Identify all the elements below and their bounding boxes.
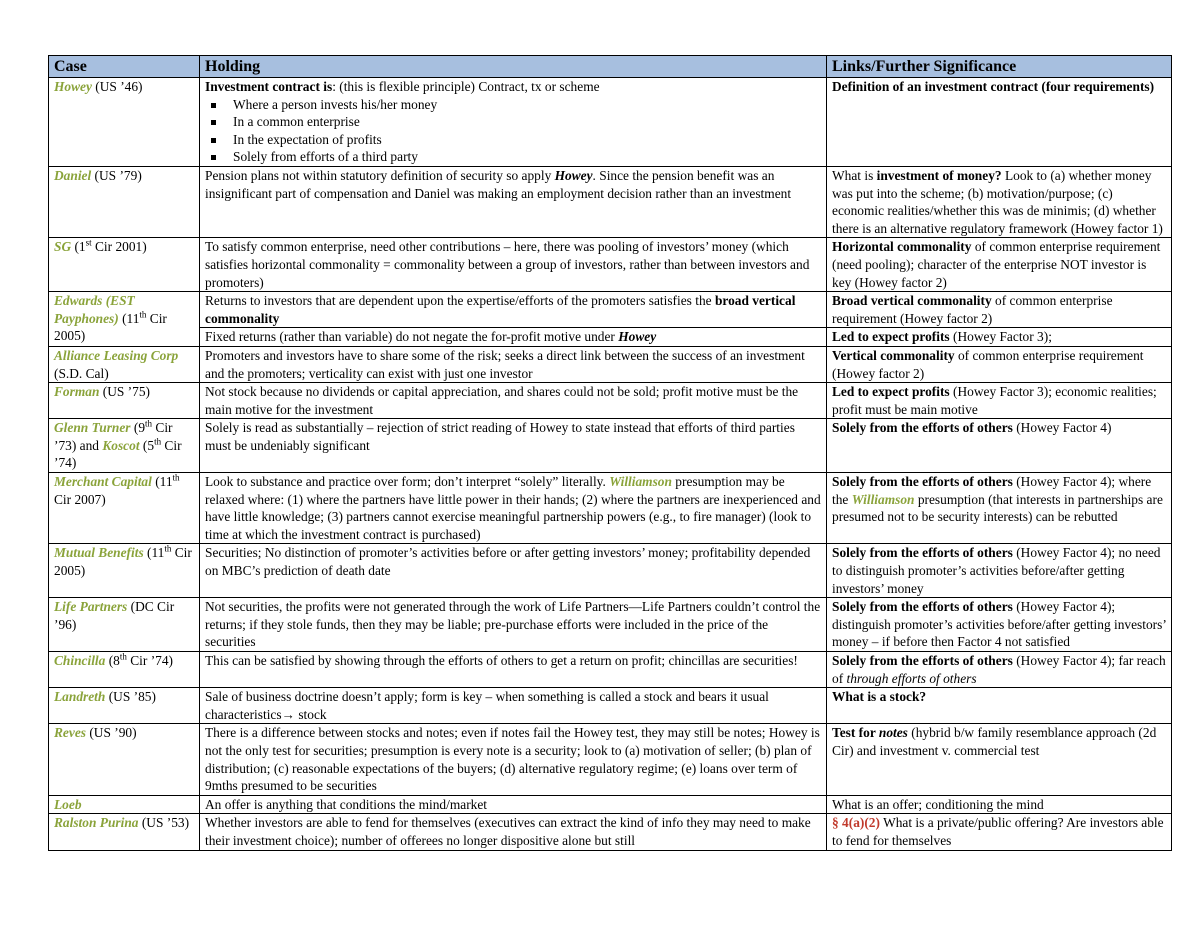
case-court: (US ’85) xyxy=(105,689,156,705)
case-name: Landreth xyxy=(54,689,106,705)
links-cell xyxy=(827,383,1172,419)
links-cell xyxy=(827,292,1172,328)
case-court: (US ’90) xyxy=(85,725,137,741)
links-emphasis: Solely from the efforts of others xyxy=(832,474,1013,490)
links-cell xyxy=(827,652,1172,688)
holding-lead: Investment contract is xyxy=(205,79,333,94)
links-emphasis: Solely from the efforts of others xyxy=(832,599,1013,615)
case-name: Daniel xyxy=(54,167,92,183)
links-emphasis: Horizontal commonality xyxy=(832,239,972,255)
case-cell xyxy=(49,292,200,347)
case-cell xyxy=(49,473,200,544)
links-cell xyxy=(827,78,1172,167)
links-cell xyxy=(827,724,1172,795)
case-name: Edwards (EST Payphones) xyxy=(54,293,135,326)
requirements-list xyxy=(205,96,821,166)
table-row xyxy=(49,419,1172,473)
case-cell xyxy=(49,652,200,688)
table-row xyxy=(49,78,1172,167)
case-cell xyxy=(49,795,200,814)
links-text: Definition of an investment contract (four requirements) xyxy=(832,79,1155,94)
links-text: What is an offer; conditioning the mind xyxy=(832,796,1044,812)
links-cell xyxy=(827,346,1172,382)
case-cell xyxy=(49,238,200,292)
holding-text: presumption may be relaxed where: (1) where the partners have little power in their hands; (2) where the partners are inexperienced and have little knowledge; (3) partners cannot exercise meaningful partnership powers (e.g., to fire manager) (look to time at which the investment contract is purchased) xyxy=(205,474,821,542)
case-court: (US ’75) xyxy=(99,384,150,400)
case-name: Koscot xyxy=(102,437,140,453)
links-emphasis: Solely from the efforts of others xyxy=(832,420,1013,436)
links-emphasis: Broad vertical commonality xyxy=(832,293,992,309)
holding-text: Fixed returns (rather than variable) do not negate the for-profit motive under xyxy=(205,329,619,345)
holding-emphasis: broad vertical commonality xyxy=(205,293,796,326)
holding-cell xyxy=(200,795,827,814)
case-court: (11 xyxy=(143,545,165,561)
holding-cell xyxy=(200,544,827,598)
case-name: Howey xyxy=(54,79,92,94)
links-text: of common enterprise requirement (Howey factor 2) xyxy=(832,293,1113,326)
case-reference: Howey xyxy=(618,329,657,345)
holding-cell xyxy=(200,598,827,652)
holding-cell xyxy=(200,383,827,419)
header-holding: Holding xyxy=(200,56,827,78)
holding-cell xyxy=(200,473,827,544)
table-row xyxy=(49,598,1172,652)
links-text: (Howey Factor 4); distinguish promoter’s activities before/after getting investors’ money – if before then Factor 4 not satisfied xyxy=(832,599,1166,650)
links-text: What is a private/public offering? Are investors able to fend for themselves xyxy=(832,815,1164,848)
case-court: Cir 2001) xyxy=(91,239,147,255)
holding-cell xyxy=(200,814,827,850)
holding-text: Look to substance and practice over form; don’t interpret “solely” literally. xyxy=(205,474,610,490)
links-text: (Howey Factor 4) xyxy=(1012,420,1112,436)
table-row xyxy=(49,238,1172,292)
table-row xyxy=(49,544,1172,598)
holding-cell xyxy=(200,419,827,473)
links-cell xyxy=(827,795,1172,814)
case-court: Cir 2007) xyxy=(54,491,106,507)
links-emphasis: investment of money? xyxy=(876,167,1002,183)
case-cell xyxy=(49,814,200,850)
case-court: (DC Cir ’96) xyxy=(54,599,175,632)
header-case: Case xyxy=(49,56,200,78)
links-cell xyxy=(827,419,1172,473)
holding-text: An offer is anything that conditions the mind/market xyxy=(205,796,488,812)
links-emphasis: Led to expect profits xyxy=(832,384,950,400)
table-row xyxy=(49,652,1172,688)
case-court: (9 xyxy=(130,420,146,436)
holding-cell xyxy=(200,328,827,347)
list-item: Solely from efforts of a third party xyxy=(205,148,821,166)
holding-cell xyxy=(200,166,827,237)
ordinal-suffix: th xyxy=(145,418,153,429)
holding-cell xyxy=(200,78,827,167)
table-row xyxy=(49,346,1172,382)
case-cell xyxy=(49,598,200,652)
case-name: Merchant Capital xyxy=(54,474,152,490)
statute-reference: § 4(a)(2) xyxy=(832,815,880,831)
links-text: (Howey Factor 4); far reach of xyxy=(832,653,1166,686)
holding-text: Whether investors are able to fend for themselves (executives can extract the kind of info they may need to make their investment choice); number of offerees no longer dispositive alone but still xyxy=(205,815,811,848)
table-row xyxy=(49,328,1172,347)
list-item: In the expectation of profits xyxy=(205,131,821,149)
case-court: (8 xyxy=(105,653,120,668)
holding-text: To satisfy common enterprise, need other contributions – here, there was pooling of investors’ money (which satisfies horizontal commonality = commonality between a group of investors, rather than between investors and promoters) xyxy=(205,239,810,290)
links-emphasis: Solely from the efforts of others xyxy=(832,545,1013,561)
ordinal-suffix: th xyxy=(119,651,127,662)
case-name: Ralston Purina xyxy=(54,815,139,831)
case-reference: Williamson xyxy=(609,474,672,490)
holding-text: Pension plans not within statutory definition of security so apply xyxy=(205,167,555,183)
table-row xyxy=(49,166,1172,237)
case-name: SG xyxy=(54,239,72,255)
case-table xyxy=(48,55,1172,851)
links-cell xyxy=(827,544,1172,598)
case-name: Forman xyxy=(54,384,100,400)
table-row xyxy=(49,292,1172,328)
links-cell xyxy=(827,598,1172,652)
links-text: of common enterprise requirement (need pooling); character of the enterprise NOT investor is key (Howey factor 2) xyxy=(832,239,1161,290)
holding-text: . Since the pension benefit was an insignificant part of compensation and Daniel was making an employment decision rather than an investment xyxy=(205,167,792,201)
case-name: Mutual Benefits xyxy=(54,545,144,561)
links-emphasis: Test for xyxy=(832,725,879,741)
links-cell xyxy=(827,473,1172,544)
case-court: (US ’46) xyxy=(91,79,143,94)
table-row xyxy=(49,688,1172,724)
case-cell xyxy=(49,166,200,237)
case-court: Cir ’74) xyxy=(126,653,174,668)
links-cell xyxy=(827,166,1172,237)
links-emphasis-italic: notes xyxy=(878,725,908,741)
case-cell xyxy=(49,419,200,473)
links-text: of common enterprise requirement (Howey factor 2) xyxy=(832,347,1144,381)
case-cell xyxy=(49,544,200,598)
case-name: Loeb xyxy=(54,796,82,812)
links-cell xyxy=(827,238,1172,292)
case-court: Cir ’73) and xyxy=(54,420,173,453)
case-cell xyxy=(49,346,200,382)
table-row xyxy=(49,724,1172,795)
case-court: (US ’79) xyxy=(91,167,142,183)
holding-text: This can be satisfied by showing through the efforts of others to get a return on profit; chincillas are securities! xyxy=(205,653,798,668)
holding-cell xyxy=(200,238,827,292)
links-emphasis: Vertical commonality xyxy=(832,347,955,363)
case-name: Reves xyxy=(54,725,86,741)
holding-text: Not stock because no dividends or capital appreciation, and shares could not be sold; profit motive must be the main motive for the investment xyxy=(205,384,799,417)
holding-cell xyxy=(200,724,827,795)
links-emphasis: Led to expect profits xyxy=(832,329,950,345)
header-links: Links/Further Significance xyxy=(827,56,1172,78)
ordinal-suffix: th xyxy=(164,543,172,554)
table-row xyxy=(49,795,1172,814)
case-court: (US ’53) xyxy=(138,815,190,831)
case-court: Cir ’74) xyxy=(54,437,182,471)
holding-text: Not securities, the profits were not generated through the work of Life Partners—Life Partners couldn’t control the returns; if they stole funds, then they may be liable; pre-purchase efforts were included in the price of the securities xyxy=(205,599,821,650)
holding-text: Sale of business doctrine doesn’t apply; form is key – when something is called a stock and bears it usual characteristics→ stock xyxy=(205,689,769,722)
ordinal-suffix: th xyxy=(154,436,162,447)
table-row xyxy=(49,814,1172,850)
links-cell xyxy=(827,328,1172,347)
links-text: Look to (a) whether money was put into the scheme; (b) motivation/purpose; (c) economic realities/whether this was de minimis; (d) whether there is an alternative regulatory framework (Howey factor 1) xyxy=(832,167,1163,236)
links-text: (Howey Factor 3); xyxy=(949,329,1052,345)
ordinal-suffix: th xyxy=(139,309,147,320)
links-italic: through efforts of others xyxy=(846,670,977,686)
holding-text: Solely is read as substantially – rejection of strict reading of Howey to state instead that efforts of third parties must be undeniably significant xyxy=(205,420,795,453)
holding-cell xyxy=(200,346,827,382)
case-name: Glenn Turner xyxy=(54,420,131,436)
holding-text: : (this is flexible principle) Contract, tx or scheme xyxy=(332,79,600,94)
case-reference: Howey xyxy=(554,167,593,183)
case-court: (11 xyxy=(151,474,173,490)
case-court: (5 xyxy=(139,437,155,453)
links-cell xyxy=(827,688,1172,724)
holding-cell xyxy=(200,292,827,328)
case-court: (1 xyxy=(71,239,86,255)
case-cell xyxy=(49,78,200,167)
case-court: Cir 2005) xyxy=(54,310,167,344)
list-item: Where a person invests his/her money xyxy=(205,96,821,114)
holding-text: Securities; No distinction of promoter’s activities before or after getting investors’ money; profitability depended on MBC’s prediction of death date xyxy=(205,545,811,579)
links-emphasis: Solely from the efforts of others xyxy=(832,653,1013,668)
links-emphasis: What is a stock? xyxy=(832,689,927,705)
holding-cell xyxy=(200,688,827,724)
holding-text: Promoters and investors have to share some of the risk; seeks a direct link between the success of an investment and the promoters; verticality can exist with just one investor xyxy=(205,347,805,381)
holding-text: There is a difference between stocks and notes; even if notes fail the Howey test, they may still be notes; Howey is not the only test for securities; presumption is every note is a security; look to (a) motivation of seller; (b) plan of distribution; (c) reasonable expectations of the buyers; (d) alternative regulatory regime; (e) loans over term of 9mths presumed to be securities xyxy=(205,725,820,794)
table-row xyxy=(49,383,1172,419)
holding-text: Returns to investors that are dependent upon the expertise/efforts of the promoters satisfies the xyxy=(205,293,715,309)
links-text: (Howey Factor 3); economic realities; profit must be main motive xyxy=(832,384,1157,417)
ordinal-suffix: st xyxy=(85,237,92,248)
table-row xyxy=(49,473,1172,544)
case-cell xyxy=(49,724,200,795)
links-text: (Howey Factor 4); where the xyxy=(832,474,1152,507)
ordinal-suffix: th xyxy=(172,472,180,483)
case-name: Alliance Leasing Corp xyxy=(54,347,179,363)
links-cell xyxy=(827,814,1172,850)
case-court: (S.D. Cal) xyxy=(54,365,109,381)
case-court: Cir 2005) xyxy=(54,545,192,579)
case-cell xyxy=(49,688,200,724)
holding-cell xyxy=(200,652,827,688)
links-text: presumption (that interests in partnerships are presumed not to be security interests) can be rebutted xyxy=(832,491,1163,525)
list-item: In a common enterprise xyxy=(205,113,821,131)
case-reference: Williamson xyxy=(851,491,915,507)
links-text: (Howey Factor 4); no need to distinguish promoter’s activities before/after getting investors’ money xyxy=(832,545,1161,596)
case-court: (11 xyxy=(118,310,140,326)
links-text: (hybrid b/w family resemblance approach (2d Cir) and investment v. commercial test xyxy=(832,725,1157,758)
links-text: What is xyxy=(832,167,877,183)
case-name: Chincilla xyxy=(54,653,106,668)
case-name: Life Partners xyxy=(54,599,128,615)
case-cell xyxy=(49,383,200,419)
header-row xyxy=(49,56,1172,78)
